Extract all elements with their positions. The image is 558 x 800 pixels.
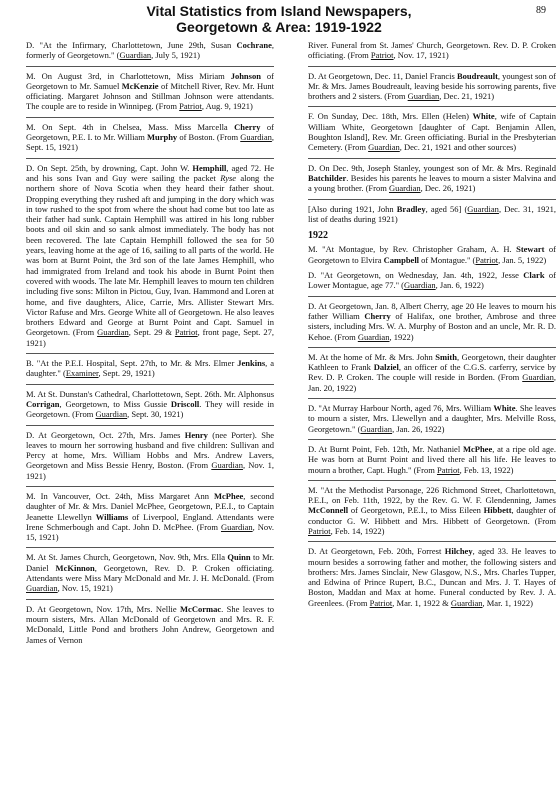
entry-text: , Feb. 13, 1922) bbox=[459, 464, 514, 475]
vital-entry bbox=[308, 40, 556, 66]
entry-text: , aged 56] ( bbox=[425, 203, 468, 214]
surname: Campbell bbox=[383, 254, 420, 265]
entry-text: M. On Sept. 4th in Chelsea, Mass. Miss Marcella bbox=[26, 121, 235, 132]
entry-text: , second daughter of Mr. & Mrs. Daniel McPhee, Georgetown, P.E.I., to Captain Jeanette Llewellyn bbox=[26, 490, 275, 522]
entry-text: , Dec. 31, 1921, list of deaths during 1921) bbox=[308, 203, 556, 224]
surname: Clark bbox=[523, 270, 545, 281]
entry-text: M. At the home of Mr. & Mrs. John bbox=[308, 351, 436, 362]
surname: Dalziel bbox=[373, 362, 399, 373]
surname: Johnson bbox=[230, 70, 261, 81]
surname: Bradley bbox=[396, 203, 426, 214]
vital-entry bbox=[26, 547, 274, 598]
surname: White bbox=[493, 403, 516, 414]
entry-text: of Lower Montague, age 77." ( bbox=[308, 270, 556, 291]
vessel-name: Ryse bbox=[220, 172, 237, 183]
entry-text: of Mitchell River, Rev. Mr. Hunt officiating. Margaret Johnson and Stillman Johnson were attendants. The couple are to reside in Winnipeg. (From bbox=[26, 80, 274, 112]
source-newspaper: Guardian bbox=[211, 460, 243, 471]
entry-text: , daughter of conductor G. W. Hibbett and Mrs. Hibbett of Georgetown. (From bbox=[308, 505, 557, 526]
source-newspaper: Guardian bbox=[450, 597, 483, 608]
entry-text: M. At St. James Church, Georgetown, Nov. 9th, Mrs. Ella bbox=[26, 552, 228, 563]
entry-text: F. On Sunday, Dec. 18th, Mrs. Ellen (Helen) bbox=[308, 111, 473, 122]
entry-text: D. At Georgetown, Oct. 27th, Mrs. James bbox=[26, 429, 185, 440]
entry-text: River. Funeral from St. James' Church, Georgetown. Rev. D. P. Croken officiating. (From bbox=[308, 40, 556, 61]
entry-text: , Dec. 26, 1921) bbox=[420, 183, 476, 194]
surname: Corrigan bbox=[26, 398, 60, 409]
entry-text: of Georgetown, P.E.I., to Miss Eileen bbox=[348, 505, 484, 516]
vital-entry bbox=[308, 199, 556, 230]
page-number: 89 bbox=[536, 5, 546, 16]
entry-text: D. At Georgetown, Nov. 17th, Mrs. Nellie bbox=[26, 603, 181, 614]
entry-text: , aged 33. He leaves to mourn besides a sorrowing father and mother, the following sisters and brothers: Mrs. James Sinclair, New Glasgow, N.S., Mrs. Charles Tupper, and Edwina of Prince Rupert, B.C., Duncan and Mrs. J. T. Hayes of Boston, Maddan and Max at home. Funeral conducted by Rev. J. A. Greenlees. (From bbox=[308, 546, 556, 608]
entry-text: , Mar. 1, 1922 & bbox=[392, 597, 451, 608]
vital-entry bbox=[26, 599, 274, 650]
source-newspaper: Examiner bbox=[65, 368, 99, 379]
entry-text: , Jan. 20, 1922) bbox=[308, 372, 556, 393]
source-newspaper: Guardian bbox=[407, 91, 440, 102]
year-heading bbox=[308, 229, 556, 244]
entry-text: D. "At Georgetown, on Wednesday, Jan. 4th, 1922, Jesse bbox=[308, 270, 524, 281]
entry-text: , Jan. 5, 1922) bbox=[498, 254, 547, 265]
vital-entry bbox=[26, 486, 274, 547]
source-newspaper: Patriot bbox=[308, 525, 331, 536]
entry-text: D. At Georgetown, Jan. 8, Albert Cherry, age 20 He leaves to mourn his father William bbox=[308, 300, 556, 321]
surname: Hemphill bbox=[192, 162, 227, 173]
entry-text: of Montague." ( bbox=[419, 254, 476, 265]
entry-text: , Jan. 6, 1922) bbox=[435, 280, 484, 291]
entry-text: , Sept. 29 & bbox=[128, 327, 175, 338]
source-newspaper: Guardian bbox=[360, 423, 393, 434]
entry-text: , Nov. 15, 1921) bbox=[57, 583, 113, 594]
vital-entry bbox=[308, 270, 556, 296]
entry-text: , Nov. 1, 1921) bbox=[26, 460, 274, 481]
vital-entry bbox=[308, 347, 556, 398]
surname: Williams bbox=[95, 511, 129, 522]
entry-text: D. At Burnt Point, Feb. 12th, Mr. Nathaniel bbox=[308, 443, 463, 454]
source-newspaper: Patriot bbox=[475, 254, 499, 265]
source-newspaper: Patriot bbox=[436, 464, 460, 475]
entry-text: M. On August 3rd, in Charlottetown, Miss Miriam bbox=[26, 70, 231, 81]
surname: Quinn bbox=[227, 552, 251, 563]
source-newspaper: Guardian bbox=[95, 409, 128, 420]
source-newspaper: Guardian bbox=[97, 327, 129, 338]
source-newspaper: Guardian bbox=[404, 280, 436, 291]
page-title-line-2: Georgetown & Area: 1919-1922 bbox=[176, 19, 382, 35]
entry-text: of Halifax, one brother, Ambrose and three sisters, including Mrs. W. A. Murphy of Boston and an uncle, Mr. R. D. Kehoe. (From bbox=[308, 310, 557, 342]
right-column bbox=[308, 40, 556, 613]
vital-entry bbox=[308, 106, 556, 157]
vital-entry bbox=[308, 480, 556, 541]
surname: Stewart bbox=[516, 244, 545, 255]
surname: Jenkins bbox=[237, 358, 266, 369]
source-newspaper: Guardian bbox=[240, 132, 272, 143]
entry-text: D. At Georgetown, Dec. 11, Daniel Francis bbox=[308, 70, 457, 81]
entry-text: , youngest son of Mr. & Mrs. James Boudreault, leaving beside his sorrowing parents, five brothers and 2 sisters. (From bbox=[308, 70, 556, 102]
entry-text: . She leaves to mourn a sister, Mrs. Llewellyn and a daughter, Mrs. Melville Ross, Georgetown." ( bbox=[308, 403, 556, 434]
entry-text: to Mr. Daniel bbox=[26, 552, 275, 573]
entry-text: M. In Vancouver, Oct. 24th, Miss Margaret Ann bbox=[26, 490, 215, 501]
entry-text: M. At St. Dunstan's Cathedral, Charlottetown, Sept. 26th. Mr. Alphonsus bbox=[26, 388, 274, 399]
vital-entry bbox=[308, 296, 556, 347]
entry-text: along the northern shore of Nova Scotia when they heard their father shout. Dropping everything they rushed aft and jumping in the dory which was in tow rushed to the spot from where the shout had come but too late as their father had sunk. Captain Hemphill was attired in his long rubber boots and oil skin and so sank almost immediately. The body has not been recovered. The late Captain Hemphill followed the sea for 50 years, leaving home at the age of 16, sailing to all parts of the world. He was born at Burnt Point, the 3rd son of the late James Hemphill, who had immigrated from Ireland and took his abode in Burnt Point then covered with woods. The late Mr. Hemphill leaves to mourn ten children including five sons: Milton in Pictou, Guy, Ivan. Hammond and Loren at home, and five daughters, Alice, Carrie, Mrs. Allister Stewart Mrs. Victor Rafuse and Mrs. George White all of Georgetown. He also leaves brothers Edward and George at Burnt Point and Capt. Samuel in Georgetown. (From bbox=[26, 172, 274, 338]
vital-entry bbox=[26, 40, 274, 66]
surname: McPhee bbox=[214, 490, 244, 501]
vital-entry bbox=[308, 541, 556, 613]
entry-text: of Georgetown to Elvira bbox=[308, 244, 556, 265]
entry-text: , formerly of Georgetown." ( bbox=[26, 40, 274, 61]
left-column bbox=[26, 40, 274, 650]
entry-text: , 1922) bbox=[389, 331, 414, 342]
entry-text: M. "At the Methodist Parsonage, 226 Richmond Street, Charlottetown, P.E.I., on Feb. 11th, 1922, by the Rev. G. W. F. Glendenning, James bbox=[308, 484, 556, 506]
entry-text: , Georgetown, Rev. D. P. Croken officiating. Attendants were Miss Mary McDonald and Mr. J. H. McDonald. (From bbox=[26, 562, 274, 584]
source-newspaper: Guardian bbox=[388, 183, 421, 194]
entry-text: , Sept. 30, 1921) bbox=[127, 409, 184, 420]
vital-entry bbox=[26, 384, 274, 425]
vital-entry bbox=[308, 158, 556, 199]
entry-text: , Dec. 21, 1921 and other sources) bbox=[399, 142, 517, 153]
source-newspaper: Guardian bbox=[119, 50, 152, 61]
vital-entry bbox=[26, 66, 274, 117]
entry-text: , wife of Captain William White, Georgetown [daughter of Capt. Benjamin Allen, Boughton Island], Rev. Mr. Green officiating. Burial in the Presbyterian Cemetery. (From bbox=[308, 111, 556, 153]
vital-entry bbox=[308, 398, 556, 439]
entry-text: D. On Dec. 9th, Joseph Stanley, youngest son of Mr. & Mrs. Reginald bbox=[308, 162, 556, 173]
entry-text: , Sept. 29, 1921) bbox=[98, 368, 155, 379]
source-newspaper: Guardian bbox=[220, 521, 253, 532]
surname: Batchilder bbox=[308, 172, 347, 183]
entry-text: , July 5, 1921) bbox=[151, 50, 200, 61]
surname: Cherry bbox=[364, 310, 391, 321]
surname: McKinnon bbox=[55, 562, 95, 573]
source-newspaper: Guardian bbox=[368, 142, 400, 153]
entry-text: , Georgetown, their daughter Kathleen to Frank bbox=[308, 351, 556, 373]
entry-text: , aged 72. He and his sons Ivan and Guy were sailing the packet bbox=[26, 162, 274, 183]
entry-text: , Aug. 9, 1921) bbox=[201, 101, 253, 112]
surname: Driscoll bbox=[170, 398, 200, 409]
entry-text: D. "At Murray Harbour North, aged 76, Mrs. William bbox=[308, 403, 494, 414]
surname: McConnell bbox=[308, 505, 349, 516]
surname: Cherry bbox=[234, 121, 261, 132]
entry-text: . She leaves to mourn sisters, Mrs. Allan McDonald of Georgetown and Mrs. R. F. McDonald, Little Pond and brothers John Andrew, Georgetown and James of Vernon bbox=[26, 603, 274, 645]
entry-text: , Jan. 26, 1922) bbox=[392, 423, 445, 434]
vital-entry bbox=[26, 158, 274, 353]
entry-text: . Besides his parents he leaves to mourn a sister Malvina and a young brother. (From bbox=[308, 172, 556, 194]
entry-text: . They will reside in Georgetown. (From bbox=[26, 398, 274, 420]
entry-text: , Mar. 1, 1922) bbox=[482, 597, 534, 608]
source-newspaper: Patriot bbox=[370, 50, 394, 61]
surname: McKenzie bbox=[121, 80, 159, 91]
source-newspaper: Guardian bbox=[522, 372, 554, 383]
surname: Smith bbox=[435, 351, 457, 362]
entry-text: , an officer of the C.G.S. carferry, service by Rev. D. P. Croken. The couple will reside in Borden. (From bbox=[308, 362, 556, 383]
source-newspaper: Guardian bbox=[467, 203, 499, 214]
entry-text: of Boston. (From bbox=[177, 132, 241, 143]
source-newspaper: Patriot bbox=[369, 597, 393, 608]
surname: Cochrane bbox=[236, 40, 272, 50]
entry-text: D. On Sept. 25th, by drowning, Capt. John W. bbox=[26, 162, 193, 173]
surname: Boudreault bbox=[456, 70, 498, 81]
entry-text: D. "At the Infirmary, Charlottetown, June 29th, Susan bbox=[26, 40, 237, 50]
entry-text: [Also during 1921, John bbox=[308, 203, 397, 214]
surname: McCormac bbox=[180, 603, 222, 614]
entry-text: , at a ripe old age. He was born at Burnt Point and lived there all his life. He leaves to mourn a brother, Capt. Hugh." (From bbox=[308, 443, 557, 475]
surname: White bbox=[472, 111, 495, 122]
entry-text: (nee Porter). She leaves to mourn her sorrowing husband and five children: Sullivan and Percy at home, Mrs. William Hobbs and Mrs. Andrew Lavers, Georgetown and Miss Bessie Henry, Boston. (From bbox=[26, 429, 274, 471]
entry-text: , front page, Sept. 27, 1921) bbox=[26, 327, 274, 348]
vital-entry bbox=[308, 439, 556, 480]
source-newspaper: Guardian bbox=[357, 331, 390, 342]
entry-text: B. "At the P.E.I. Hospital, Sept. 27th, to Mr. & Mrs. Elmer bbox=[26, 358, 238, 369]
surname: Murphy bbox=[146, 132, 178, 143]
vital-entry bbox=[26, 425, 274, 486]
entry-text: of Georgetown to Mr. Samuel bbox=[26, 70, 274, 91]
entry-text: , Sept. 15, 1921) bbox=[26, 132, 275, 153]
page-header bbox=[0, 3, 558, 35]
entry-text: , Georgetown, to Miss Gussie bbox=[59, 398, 171, 409]
surname: Hilchey bbox=[444, 546, 473, 557]
entry-text: of Liverpool, England. Attendants were Irene Schmerbough and Capt. John D. McPhee. (From bbox=[26, 511, 274, 532]
source-newspaper: Patriot bbox=[179, 101, 202, 112]
entry-text: , Nov. 15, 1921) bbox=[26, 521, 274, 543]
entry-text: D. At Georgetown, Feb. 20th, Forrest bbox=[308, 546, 445, 557]
entry-text: , Dec. 21, 1921) bbox=[439, 91, 495, 102]
source-newspaper: Guardian bbox=[26, 583, 58, 594]
vital-entry bbox=[26, 353, 274, 384]
surname: Henry bbox=[184, 429, 208, 440]
entry-text: , Nov. 17, 1921) bbox=[393, 50, 449, 61]
entry-text: , Feb. 14, 1922) bbox=[330, 525, 385, 536]
entry-text: of Georgetown, P.E. I. to Mr. William bbox=[26, 121, 274, 143]
entry-text: 1922 bbox=[308, 230, 328, 242]
vital-entry bbox=[26, 117, 274, 158]
entry-text: M. "At Montague, by Rev. Christopher Graham, A. H. bbox=[308, 244, 517, 255]
surname: Hibbett bbox=[483, 505, 512, 516]
page-title-line-1: Vital Statistics from Island Newspapers, bbox=[146, 3, 412, 19]
vital-entry bbox=[308, 66, 556, 107]
source-newspaper: Patriot bbox=[174, 327, 198, 338]
entry-text: , a daughter." ( bbox=[26, 358, 274, 379]
vital-entry bbox=[308, 244, 556, 270]
surname: McPhee bbox=[462, 443, 493, 454]
